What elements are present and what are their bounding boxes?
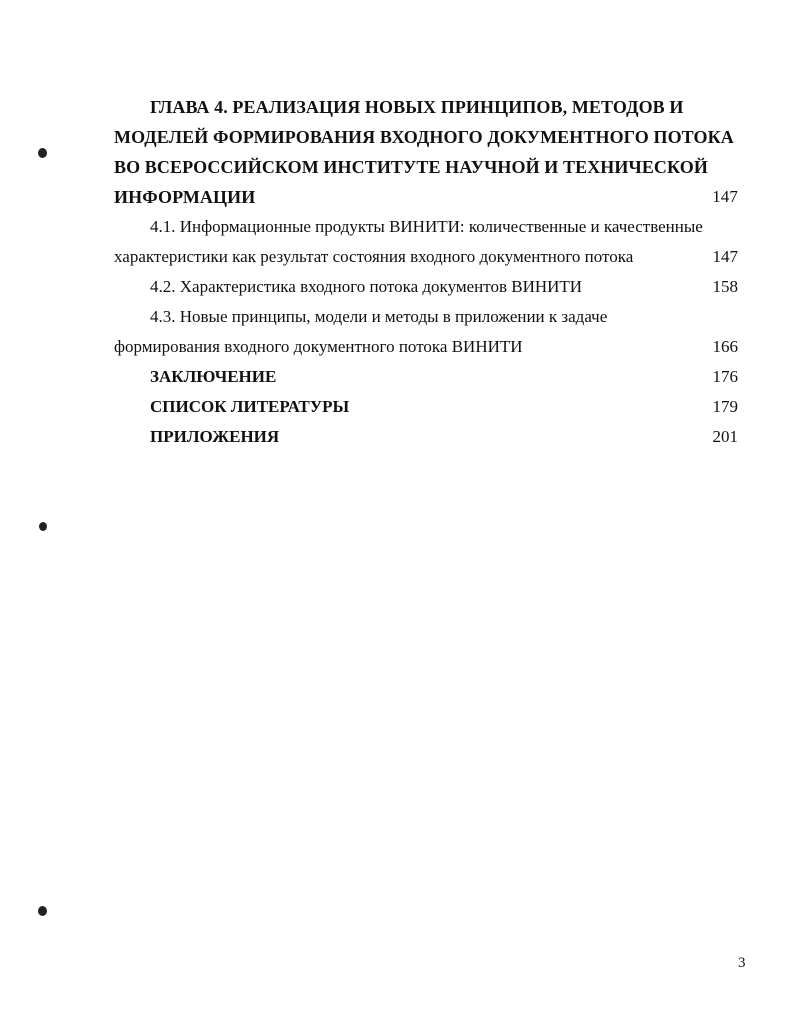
- binder-hole-mark: [38, 906, 47, 916]
- toc-entry-4-2[interactable]: [114, 272, 738, 302]
- binder-hole-mark: [39, 522, 47, 531]
- toc-entry-4-1[interactable]: [114, 212, 738, 272]
- binder-hole-mark: [38, 148, 47, 158]
- chapter-title-line: ГЛАВА 4. РЕАЛИЗАЦИЯ НОВЫХ ПРИНЦИПОВ, МЕТОДОВ И: [150, 97, 684, 117]
- chapter-title-line: МОДЕЛЕЙ ФОРМИРОВАНИЯ ВХОДНОГО ДОКУМЕНТНОГО ПОТОКА: [114, 127, 734, 147]
- section-title: ПРИЛОЖЕНИЯ: [150, 427, 280, 446]
- entry-title-line: формирования входного документного потока ВИНИТИ: [114, 337, 523, 356]
- chapter-title-line: ИНФОРМАЦИИ: [114, 187, 256, 207]
- section-title: ЗАКЛЮЧЕНИЕ: [150, 367, 277, 386]
- toc-section-appendices[interactable]: [114, 422, 738, 452]
- chapter-page-number: 147: [712, 187, 738, 206]
- entry-title-line: 4.1. Информационные продукты ВИНИТИ: количественные и качественные: [150, 217, 703, 236]
- toc-section-references[interactable]: [114, 392, 738, 422]
- table-of-contents: [114, 92, 738, 452]
- toc-entry-4-3[interactable]: [114, 302, 738, 362]
- entry-title-line: 4.3. Новые принципы, модели и методы в приложении к задаче: [150, 307, 608, 326]
- entry-page-number: 147: [712, 247, 738, 266]
- entry-title-line: характеристики как результат состояния входного документного потока: [114, 247, 634, 266]
- toc-section-conclusion[interactable]: [114, 362, 738, 392]
- section-page-number: 201: [712, 427, 738, 446]
- entry-page-number: 158: [712, 277, 738, 296]
- page-number: 3: [738, 955, 746, 971]
- entry-title-line: 4.2. Характеристика входного потока документов ВИНИТИ: [150, 277, 583, 296]
- section-title: СПИСОК ЛИТЕРАТУРЫ: [150, 397, 350, 416]
- entry-page-number: 166: [712, 337, 738, 356]
- toc-chapter-4[interactable]: [114, 92, 738, 212]
- section-page-number: 179: [712, 397, 738, 416]
- chapter-title-line: ВО ВСЕРОССИЙСКОМ ИНСТИТУТЕ НАУЧНОЙ И ТЕХНИЧЕСКОЙ: [114, 157, 708, 177]
- section-page-number: 176: [712, 367, 738, 386]
